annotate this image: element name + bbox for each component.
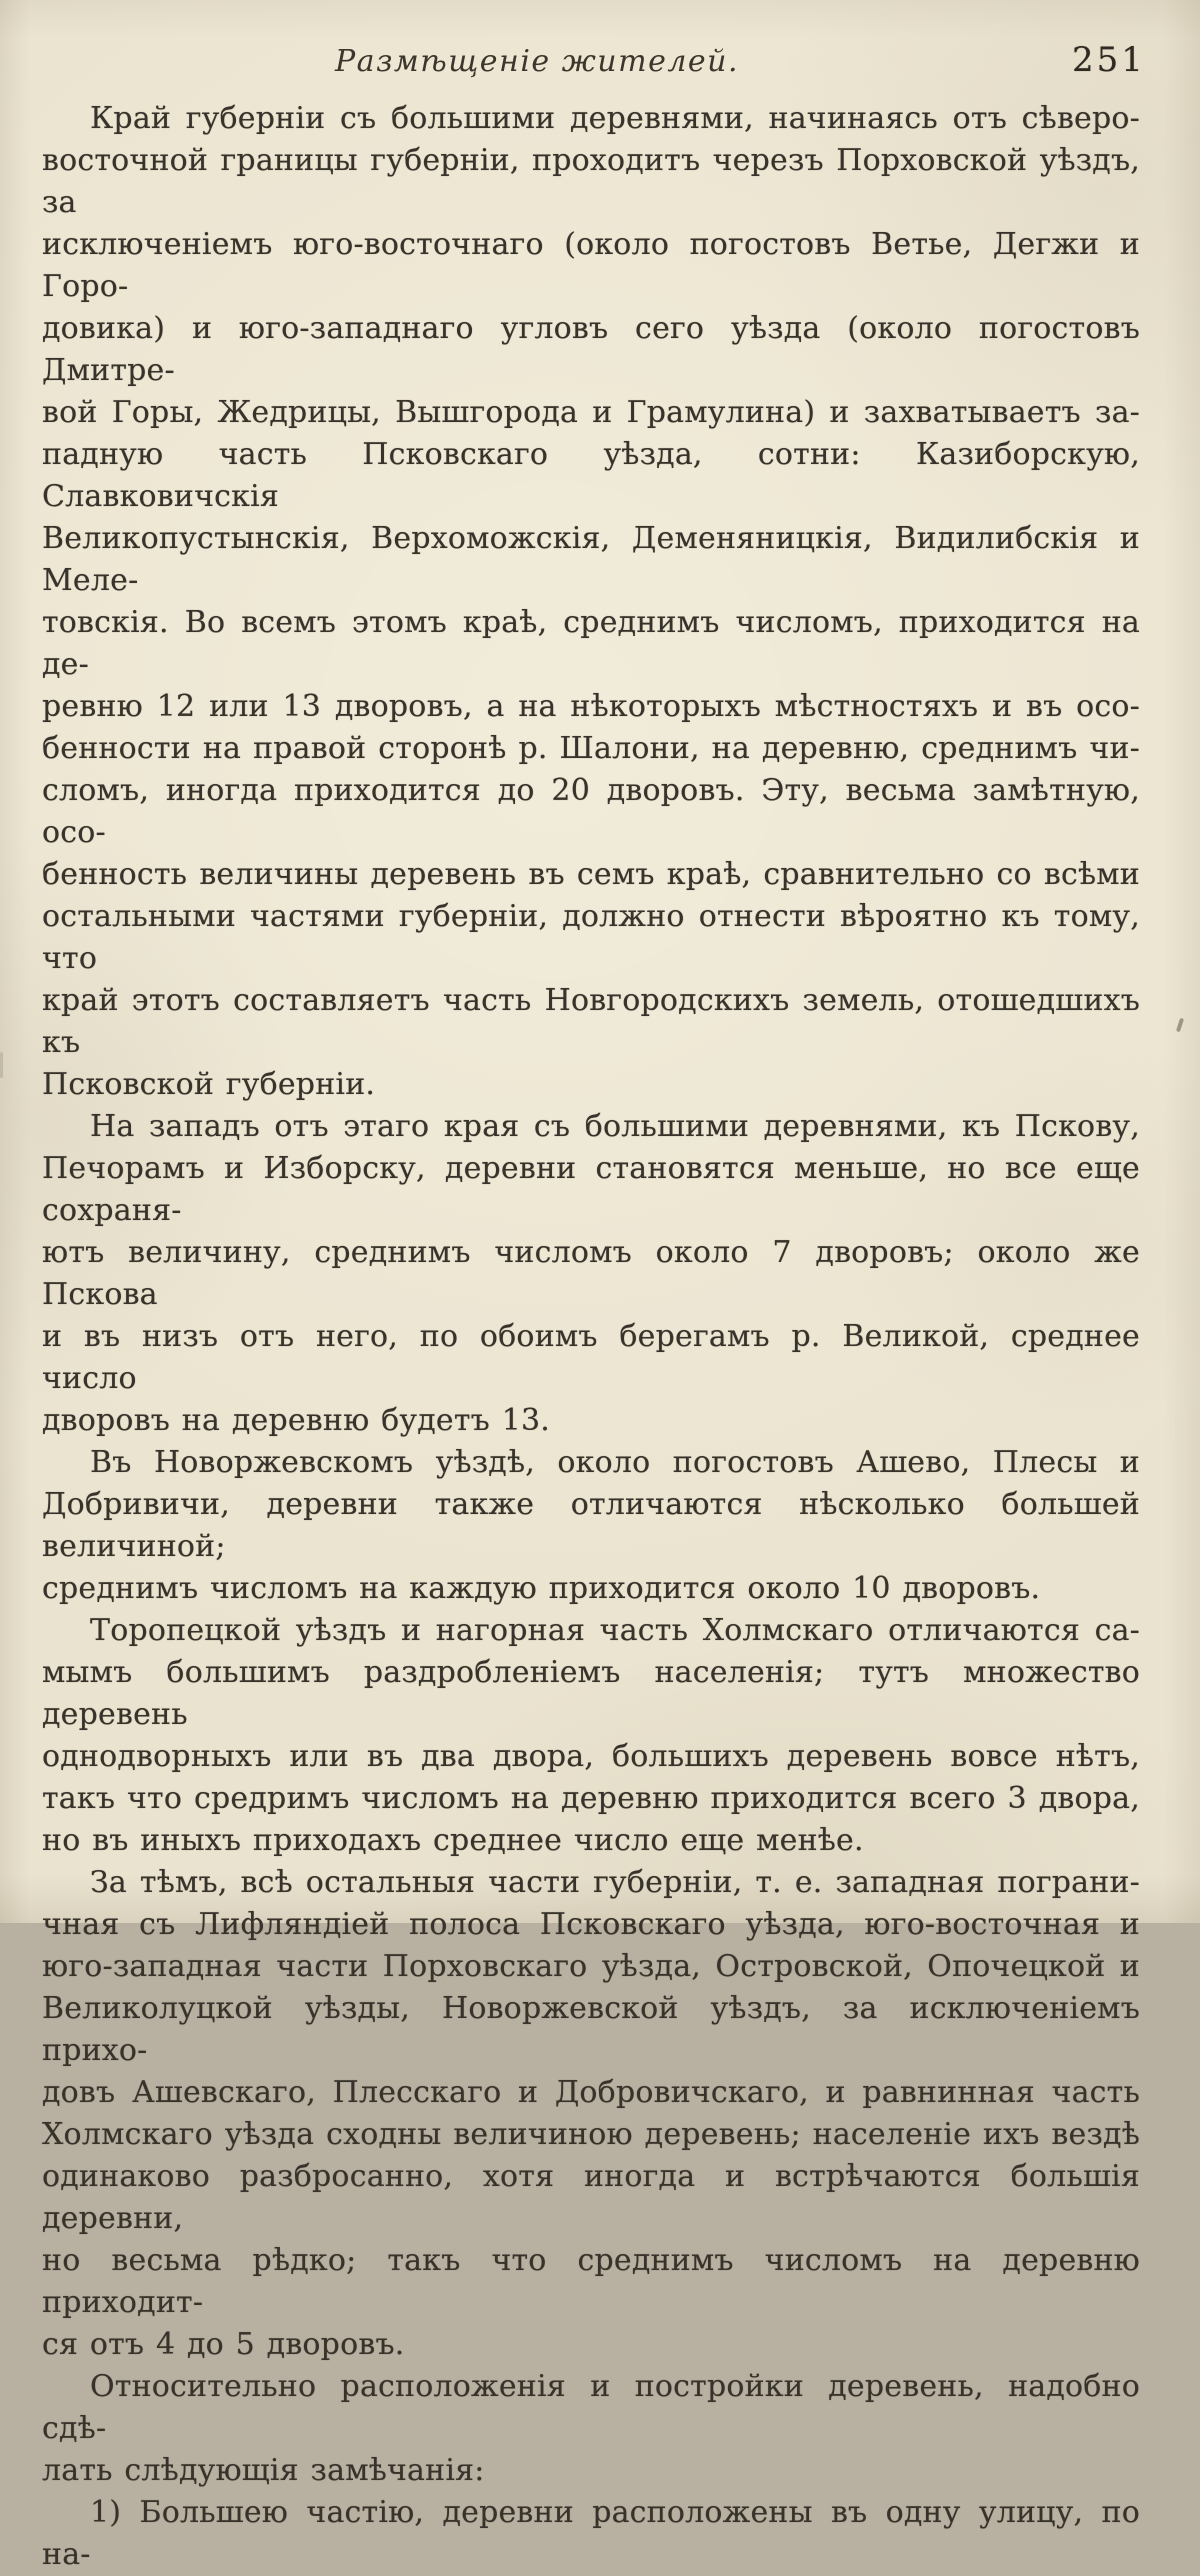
text-line: сломъ, иногда приходится до 20 дворовъ. Эту, весьма замѣтную, осо- [42, 773, 1140, 850]
text-line: край этотъ составляетъ часть Новгородскихъ земель, отошедшихъ къ [42, 983, 1140, 1060]
text-line: юго-западная части Порховскаго уѣзда, Островской, Опочецкой и [42, 1949, 1140, 1984]
text-line: Относительно расположенія и постройки деревень, надобно сдѣ- [42, 2369, 1140, 2446]
text-line: Край губерніи съ большими деревнями, начинаясь отъ сѣверо- [90, 101, 1140, 136]
text-line: и въ низъ отъ него, по обоимъ берегамъ р. Великой, среднее число [42, 1319, 1140, 1396]
text-line: но въ иныхъ приходахъ среднее число еще менѣе. [42, 1823, 864, 1858]
text-line: но весьма рѣдко; такъ что среднимъ числомъ на деревню приходит- [42, 2243, 1140, 2320]
text-line: Въ Новоржевскомъ уѣздѣ, около погостовъ Ашево, Плесы и [90, 1445, 1140, 1480]
text-line: вой Горы, Жедрицы, Вышгорода и Грамулина) и захватываетъ за- [42, 395, 1140, 430]
text-line: ютъ величину, среднимъ числомъ около 7 дворовъ; около же Пскова [42, 1235, 1140, 1312]
paragraph [42, 1106, 1140, 1442]
text-line: чная съ Лифляндіей полоса Псковскаго уѣзда, юго-восточная и [42, 1907, 1140, 1942]
paragraph [42, 98, 1140, 1106]
text-line: ся отъ 4 до 5 дворовъ. [42, 2327, 405, 2362]
text-line: Холмскаго уѣзда сходны величиною деревень; населеніе ихъ вездѣ [42, 2117, 1140, 2152]
text-block [42, 98, 1140, 2576]
text-line: однодворныхъ или въ два двора, большихъ деревень вовсе нѣтъ, [42, 1739, 1140, 1774]
text-line: ревню 12 или 13 дворовъ, а на нѣкоторыхъ мѣстностяхъ и въ осо- [42, 689, 1140, 724]
text-line: бенность величины деревень въ семъ краѣ, сравнительно со всѣми [42, 857, 1140, 892]
text-line: восточной границы губерніи, проходитъ черезъ Порховской уѣздъ, за [42, 143, 1140, 220]
text-line: дворовъ на деревню будетъ 13. [42, 1403, 551, 1438]
running-title: Размѣщеніе жителей. [335, 44, 740, 79]
text-line: На западъ отъ этаго края съ большими деревнями, къ Пскову, [90, 1109, 1140, 1144]
text-line: одинаково разбросанно, хотя иногда и встрѣчаются большія деревни, [42, 2159, 1140, 2236]
paragraph [42, 1862, 1140, 2366]
paragraph [42, 1442, 1140, 1610]
text-line: товскія. Во всемъ этомъ краѣ, среднимъ числомъ, приходится на де- [42, 605, 1140, 682]
text-line: довика) и юго-западнаго угловъ сего уѣзда (около погостовъ Дмитре- [42, 311, 1140, 388]
text-line: Добривичи, деревни также отличаются нѣсколько большей величиной; [42, 1487, 1140, 1564]
text-line: Великолуцкой уѣзды, Новоржевской уѣздъ, за исключеніемъ прихо- [42, 1991, 1140, 2068]
text-line: среднимъ числомъ на каждую приходится около 10 дворовъ. [42, 1571, 1041, 1606]
text-line: лать слѣдующія замѣчанія: [42, 2453, 485, 2488]
paragraph [42, 2366, 1140, 2492]
text-line: Печорамъ и Изборску, деревни становятся меньше, но все еще сохраня- [42, 1151, 1140, 1228]
text-line: 1) Большею частію, деревни расположены въ одну улицу, по на- [42, 2495, 1140, 2572]
text-line: Псковской губерніи. [42, 1067, 376, 1102]
scan-artifact [1176, 1018, 1184, 1033]
text-line: остальными частями губерніи, должно отнести вѣроятно къ тому, что [42, 899, 1140, 976]
text-line: бенности на правой сторонѣ р. Шалони, на деревню, среднимъ чи- [42, 731, 1140, 766]
text-line: довъ Ашевскаго, Плесскаго и Добровичскаго, и равнинная часть [42, 2075, 1140, 2110]
paragraph [42, 2492, 1140, 2576]
text-line: Торопецкой уѣздъ и нагорная часть Холмскаго отличаются са- [90, 1613, 1140, 1648]
text-line: такъ что средримъ числомъ на деревню приходится всего 3 двора, [42, 1781, 1140, 1816]
running-head [0, 40, 1200, 84]
text-line: исключеніемъ юго-восточнаго (около погостовъ Ветье, Дегжи и Горо- [42, 227, 1140, 304]
text-line: Великопустынскія, Верхоможскія, Деменяницкія, Видилибскія и Меле- [42, 521, 1140, 598]
text-line: падную часть Псковскаго уѣзда, сотни: Казиборскую, Славковичскія [42, 437, 1140, 514]
text-line: За тѣмъ, всѣ остальныя части губерніи, т. е. западная пограни- [90, 1865, 1140, 1900]
scan-artifact [0, 1052, 3, 1078]
page-number: 251 [1072, 40, 1146, 80]
text-line: мымъ большимъ раздробленіемъ населенія; тутъ множество деревень [42, 1655, 1140, 1732]
paragraph [42, 1610, 1140, 1862]
